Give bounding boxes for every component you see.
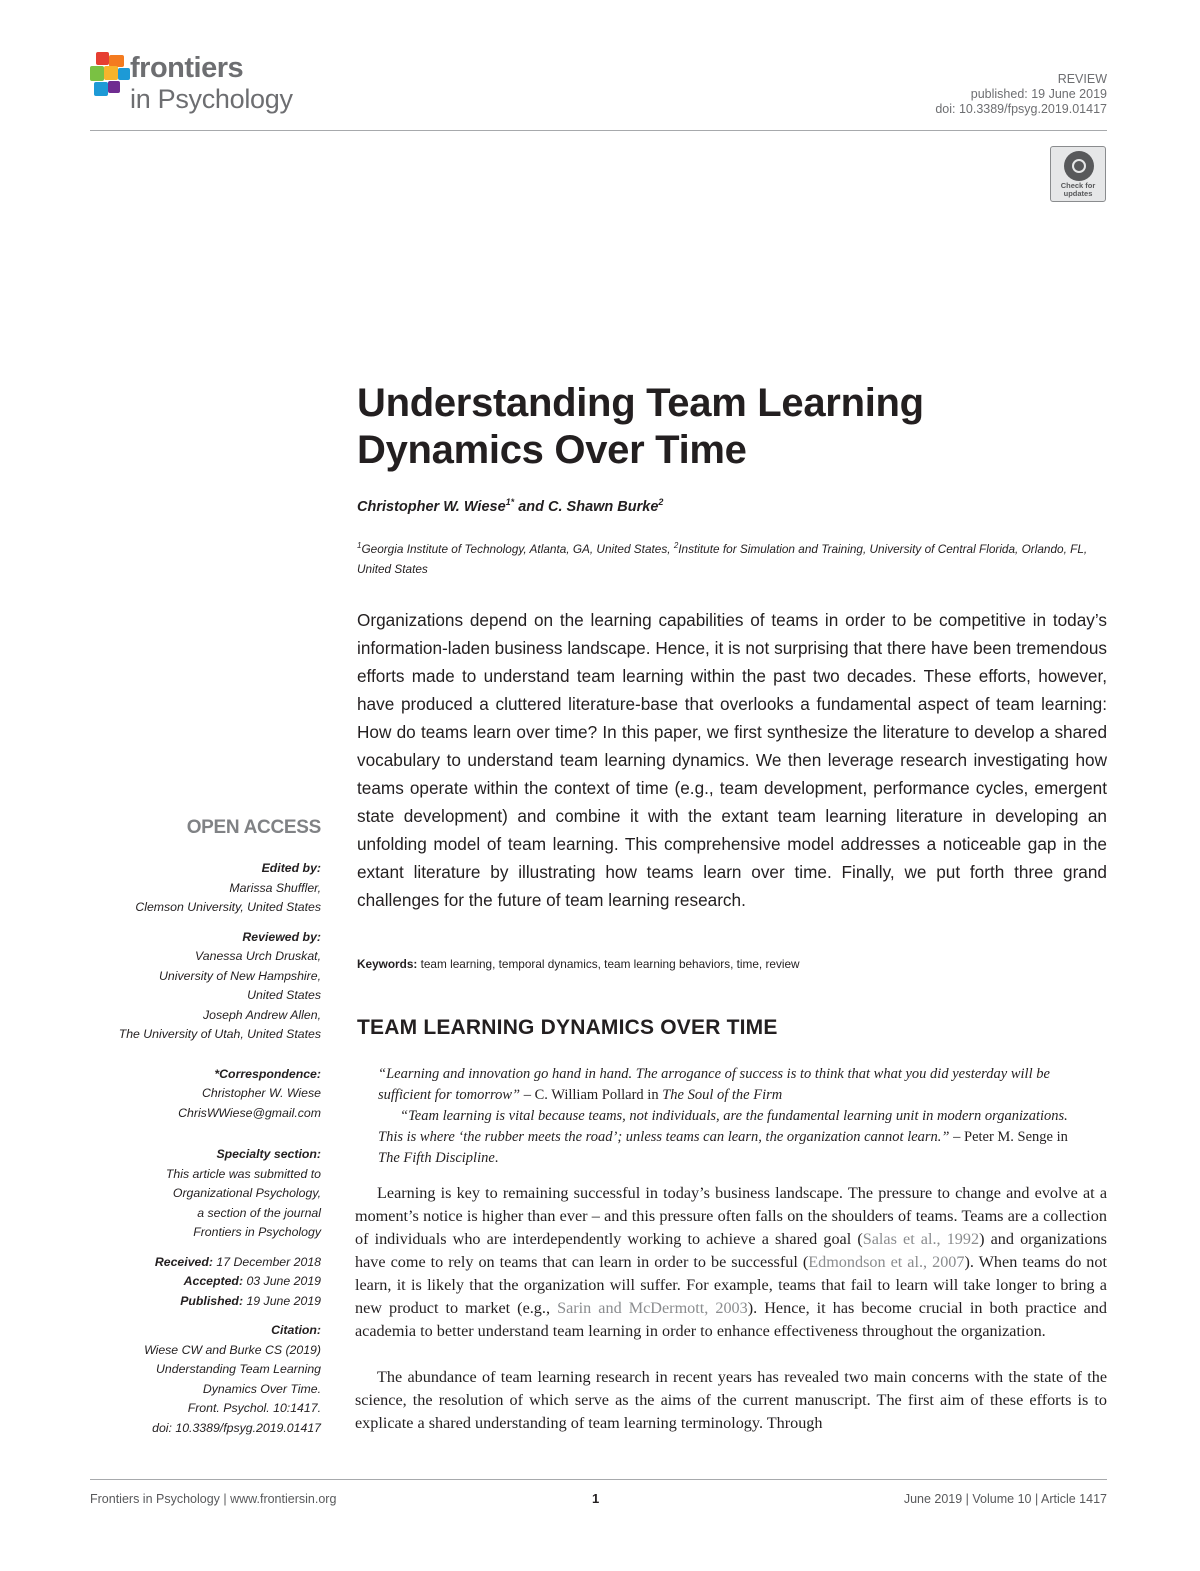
open-access-label: OPEN ACCESS [186,817,321,838]
quote-attribution: – C. William Pollard in [520,1087,663,1103]
specialty-line: a section of the journal [197,1205,321,1220]
header-divider [90,130,1107,131]
edited-by-block [60,859,321,918]
affiliation-text: Institute for Simulation and Training, University of Central Florida, Orlando, FL, United States [357,541,1088,576]
check-for-updates-label: Check for updates [1060,181,1096,198]
article-title: Understanding Team Learning Dynamics Over Time [357,381,924,472]
article-type: REVIEW [1057,72,1107,86]
article-meta [935,72,1107,117]
accepted-date [60,1272,321,1292]
citation-line: Wiese CW and Burke CS (2019) [144,1342,321,1357]
affiliations [357,536,1097,579]
specialty-label: Specialty section: [216,1147,321,1161]
author-superscript: 2 [658,497,664,507]
article-doi: doi: 10.3389/fpsyg.2019.01417 [935,102,1107,116]
abstract: Organizations depend on the learning capabilities of teams in order to be competitive in today’s information-laden business landscape. Hence, it is not surprising that there have been tremendous efforts made to understand team learning within the past two decades. These efforts, however, have produced a cluttered literature-base that overlooks a fundamental aspect of team learning: How do teams learn over time? In this paper, we first synthesize the literature to develop a shared vocabulary to understand team learning dynamics. We then leverage research investigating how teams operate within the context of time (e.g., team development, performance cycles, emergent state development) and combine it with the extant team learning literature in developing an unfolding model of team learning. This comprehensive model addresses a noticeable gap in the extant literature by illustrating how teams learn over time. Finally, we put forth three grand challenges for the future of team learning research. [357,610,1107,910]
quote-end: . [494,1150,499,1166]
citation-doi[interactable]: doi: 10.3389/fpsyg.2019.01417 [152,1420,321,1435]
quote-text: “Team learning is vital because teams, not individuals, are the fundamental learning unit in modern organizations. This is where ‘the rubber meets the road’; unless teams can learn, the organization cannot learn.” [378,1108,1068,1145]
edited-by-label: Edited by: [261,861,321,875]
reviewer-line: University of New Hampshire, [159,968,321,983]
keywords-label: Keywords: [357,957,418,971]
specialty-block [60,1145,321,1243]
body-text: ) and organizations have come to rely on teams that can learn in order to be successful ( [355,1230,1107,1271]
body-text: ). Hence, it has become crucial in both practice and academia to better understand team learning in order to enhance effectiveness throughout the organization. [355,1299,1107,1340]
editor-line: Marissa Shuffler, [229,880,321,895]
body-paragraph [355,1182,1107,1343]
body-text: ). When teams do not learn, it is likely that the organization will suffer. For example, teams that fail to learn will take longer to bring a new product to market (e.g., [355,1253,1107,1317]
accepted-label: Accepted: [183,1274,244,1288]
correspondence-email[interactable]: ChrisWWiese@gmail.com [178,1105,321,1120]
editor-line: Clemson University, United States [135,900,321,914]
citation-line: Dynamics Over Time. [202,1381,321,1396]
check-for-updates-button[interactable] [1050,146,1106,202]
correspondence-name: Christopher W. Wiese [201,1086,321,1100]
accepted-value: 03 June 2019 [243,1274,321,1288]
published-date-sidebar [60,1292,321,1312]
dates-block [60,1253,321,1312]
author-conjunction: and [514,498,549,515]
citation-label: Citation: [271,1323,321,1337]
reviewer-line: Vanessa Urch Druskat, [195,949,321,963]
epigraph-quote [378,1106,1090,1169]
quote-source: The Soul of the Firm [662,1087,783,1103]
citation-link[interactable]: Sarin and McDermott, 2003 [557,1299,748,1317]
affiliation-number: 2 [673,541,679,550]
epigraph-quote [378,1064,1090,1106]
crossmark-icon [1064,151,1094,181]
published-label: Published: [180,1293,244,1308]
citation-link[interactable]: Salas et al., 1992 [862,1230,980,1248]
reviewed-by-label: Reviewed by: [242,929,321,944]
section-heading: TEAM LEARNING DYNAMICS OVER TIME [357,1016,778,1039]
footer-issue-info: June 2019 | Volume 10 | Article 1417 [903,1492,1107,1506]
quote-attribution: – Peter M. Senge in [949,1129,1068,1145]
reviewed-by-block [60,928,321,1045]
reviewer-line: The University of Utah, United States [118,1027,321,1041]
journal-brand: frontiers [130,52,244,84]
sidebar-info [60,859,321,1448]
reviewer-line: Joseph Andrew Allen, [202,1007,321,1022]
author-superscript: 1* [505,497,515,507]
author-list [357,497,663,515]
footer-divider [90,1479,1107,1480]
received-date [60,1253,321,1273]
journal-logo [90,50,330,125]
published-date: published: 19 June 2019 [970,87,1107,101]
specialty-line: Frontiers in Psychology [193,1225,321,1239]
keywords-text: team learning, temporal dynamics, team learning behaviors, time, review [420,957,800,971]
correspondence-label: *Correspondence: [214,1066,321,1081]
citation-line: Understanding Team Learning [156,1362,321,1376]
affiliation-number: 1 [357,541,362,550]
keywords [357,957,1107,971]
citation-link[interactable]: Edmondson et al., 2007 [808,1253,965,1271]
journal-subtitle: in Psychology [130,84,293,114]
author-link[interactable]: Christopher W. Wiese [357,498,506,515]
correspondence-block [60,1065,321,1124]
quote-text: “Learning and innovation go hand in hand. The arrogance of success is to think that what you did yesterday will be sufficient for tomorrow” [378,1066,1050,1103]
body-paragraph: The abundance of team learning research in recent years has revealed two main concerns with the state of the science, the resolution of which serve as the aims of the current manuscript. The first aim of these efforts is to explicate a shared understanding of team learning terminology. Through [355,1368,1107,1432]
reviewer-line: United States [247,988,321,1002]
frontiers-logo-icon [90,52,132,100]
body-text: Learning is key to remaining successful in today’s business landscape. The pressure to change and evolve at a moment’s notice is higher than ever – and this pressure often falls on the shoulders of teams. Teams are a collection of individuals who are interdependently working to achieve a shared goal ( [355,1184,1107,1248]
author-link[interactable]: C. Shawn Burke [548,498,659,515]
received-value: 17 December 2018 [212,1254,321,1269]
page-number: 1 [592,1491,600,1506]
received-label: Received: [154,1254,213,1269]
footer-journal-link[interactable]: Frontiers in Psychology | www.frontiersin.org [90,1492,337,1506]
citation-block [60,1321,321,1438]
citation-line: Front. Psychol. 10:1417. [187,1401,321,1415]
specialty-line: Organizational Psychology, [172,1186,321,1200]
affiliation-text: Georgia Institute of Technology, Atlanta, GA, United States, [361,541,674,556]
published-value: 19 June 2019 [243,1293,321,1308]
quote-source: The Fifth Discipline [378,1150,495,1166]
specialty-line: This article was submitted to [165,1166,321,1181]
